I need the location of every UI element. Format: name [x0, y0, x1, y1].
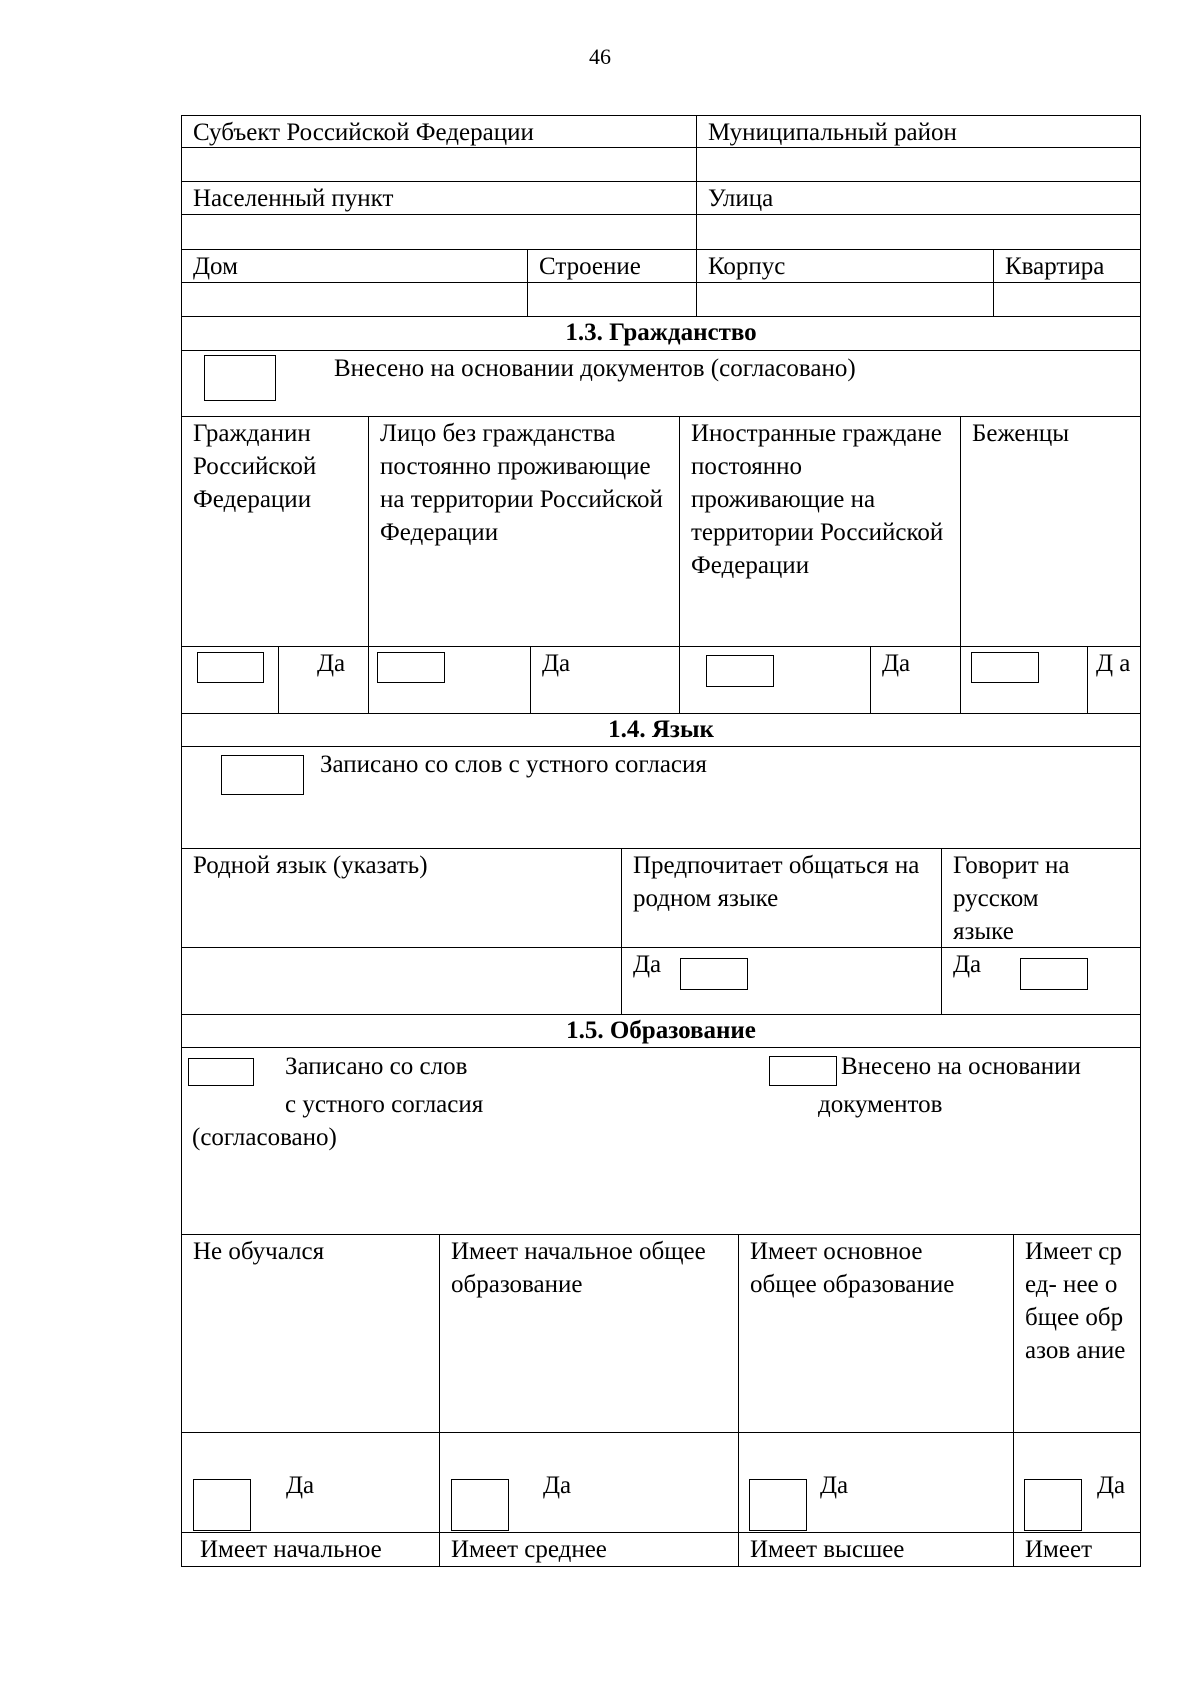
citizenship-col-refugees: Беженцы: [972, 420, 1070, 447]
page-number: 46: [589, 44, 611, 69]
language-basis-note: Записано со слов с устного согласия: [320, 751, 707, 778]
education-col-none: Не обучался: [182, 1235, 440, 1432]
education-oral-checkbox[interactable]: [188, 1058, 254, 1086]
language-basis-row: [181, 747, 1141, 849]
education-columns-row: [181, 1235, 1141, 1433]
citizenship-basis-row: [181, 351, 1141, 417]
address-row-2-values: [181, 215, 1141, 250]
education-basic-cell: [739, 1433, 1014, 1532]
apartment-label: Квартира: [1005, 253, 1105, 280]
citizenship-rf-yes: Да: [279, 647, 369, 713]
education-note-right-2: документов: [818, 1091, 943, 1118]
language-prefers-cell: [622, 948, 942, 1014]
education-next-secondary: Имеет среднее: [440, 1533, 739, 1566]
citizenship-rf-box-cell: [182, 647, 279, 713]
citizenship-stateless-box-cell: [369, 647, 531, 713]
address-row-3-values: [181, 283, 1141, 317]
education-basic-yes: Да: [820, 1472, 849, 1499]
language-prefers-checkbox[interactable]: [680, 958, 748, 990]
education-primary-cell: [440, 1433, 739, 1532]
address-row-2: [181, 182, 1141, 215]
citizenship-foreign-box-cell: [680, 647, 871, 713]
subject-field[interactable]: [182, 148, 697, 181]
education-primary-checkbox[interactable]: [451, 1479, 509, 1531]
education-col-primary: Имеет начальное общее образование: [440, 1235, 739, 1432]
address-row-1-values: [181, 148, 1141, 182]
block-field[interactable]: [697, 283, 994, 316]
citizenship-basis-note: Внесено на основании документов (согласовано): [334, 355, 856, 382]
language-title: 1.4. Язык: [608, 716, 714, 743]
language-russian-checkbox[interactable]: [1020, 958, 1088, 990]
education-yes-row: [181, 1433, 1141, 1533]
education-note-right-1: Внесено на основании: [841, 1053, 1081, 1080]
block-label: Корпус: [697, 250, 994, 282]
subject-label: Субъект Российской Федерации: [182, 116, 697, 147]
citizenship-yes-row: [181, 647, 1141, 714]
education-none-checkbox[interactable]: [193, 1479, 251, 1531]
education-next-row: [181, 1533, 1141, 1567]
language-yes-row: [181, 948, 1141, 1015]
education-basis-row: [181, 1048, 1141, 1235]
education-col-basic: Имеет основное общее образование: [739, 1235, 1014, 1432]
language-russian-yes: Да: [953, 951, 982, 978]
language-prefers-label: Предпочитает общаться на родном языке: [622, 849, 942, 947]
settlement-field[interactable]: [182, 215, 697, 249]
district-label: Муниципальный район: [708, 119, 957, 146]
education-heading-row: [181, 1015, 1141, 1048]
education-note-left-3: (согласовано): [192, 1124, 337, 1151]
language-heading-row: [181, 714, 1141, 747]
citizenship-col-stateless: Лицо без гражданства постоянно проживающие на территории Российской Федерации: [369, 417, 680, 646]
settlement-label: Населенный пункт: [182, 182, 697, 214]
language-native-field[interactable]: [182, 948, 622, 1014]
education-next-primary: Имеет начальное: [182, 1533, 440, 1566]
education-primary-yes: Да: [543, 1472, 572, 1499]
citizenship-refugees-checkbox[interactable]: [971, 652, 1039, 683]
education-secondary-cell: [1014, 1433, 1140, 1532]
education-title: 1.5. Образование: [566, 1017, 756, 1044]
language-prefers-yes: Да: [633, 951, 662, 978]
citizenship-columns-row: [181, 417, 1141, 647]
language-russian-cell: [942, 948, 1140, 1014]
education-note-left-2: с устного согласия: [285, 1091, 484, 1118]
education-basic-checkbox[interactable]: [749, 1479, 807, 1531]
street-field[interactable]: [697, 215, 1140, 249]
citizenship-rf-checkbox[interactable]: [197, 652, 264, 683]
citizenship-refugees-box-cell: [961, 647, 1088, 713]
language-native-label: Родной язык (указать): [182, 849, 622, 947]
citizenship-heading-row: [181, 317, 1141, 351]
education-secondary-checkbox[interactable]: [1024, 1479, 1082, 1531]
building-label: Строение: [528, 250, 697, 282]
building-field[interactable]: [528, 283, 697, 316]
citizenship-title: 1.3. Гражданство: [565, 319, 757, 346]
education-none-yes: Да: [286, 1472, 315, 1499]
language-columns-row: [181, 849, 1141, 948]
form-table: [181, 115, 1141, 1567]
address-row-3: [181, 250, 1141, 283]
citizenship-foreign-checkbox[interactable]: [706, 655, 774, 687]
language-russian-label: Говорит на русском языке: [953, 852, 1070, 945]
education-docs-checkbox[interactable]: [769, 1056, 837, 1086]
education-secondary-yes: Да: [1097, 1472, 1126, 1499]
citizenship-basis-checkbox[interactable]: [204, 355, 276, 401]
education-next-other: Имеет: [1025, 1536, 1092, 1563]
citizenship-stateless-checkbox[interactable]: [377, 652, 445, 683]
education-note-left-1: Записано со слов: [285, 1053, 468, 1080]
apartment-field[interactable]: [994, 283, 1140, 316]
education-none-cell: [182, 1433, 440, 1532]
education-col-secondary: Имеет сред- нее общее образов ание: [1025, 1238, 1126, 1364]
citizenship-refugees-yes: Д а: [1096, 650, 1131, 677]
house-label: Дом: [182, 250, 528, 282]
citizenship-col-foreign: Иностранные граждане постоянно проживающие на территории Российской Федерации: [680, 417, 961, 646]
citizenship-col-rf: Гражданин Российской Федерации: [182, 417, 369, 646]
citizenship-stateless-yes: Да: [531, 647, 680, 713]
citizenship-foreign-yes: Да: [871, 647, 961, 713]
address-row-1: [181, 115, 1141, 148]
district-field[interactable]: [697, 148, 1140, 181]
language-basis-checkbox[interactable]: [221, 755, 304, 795]
house-field[interactable]: [182, 283, 528, 316]
education-next-higher: Имеет высшее: [739, 1533, 1014, 1566]
street-label: Улица: [708, 185, 774, 212]
